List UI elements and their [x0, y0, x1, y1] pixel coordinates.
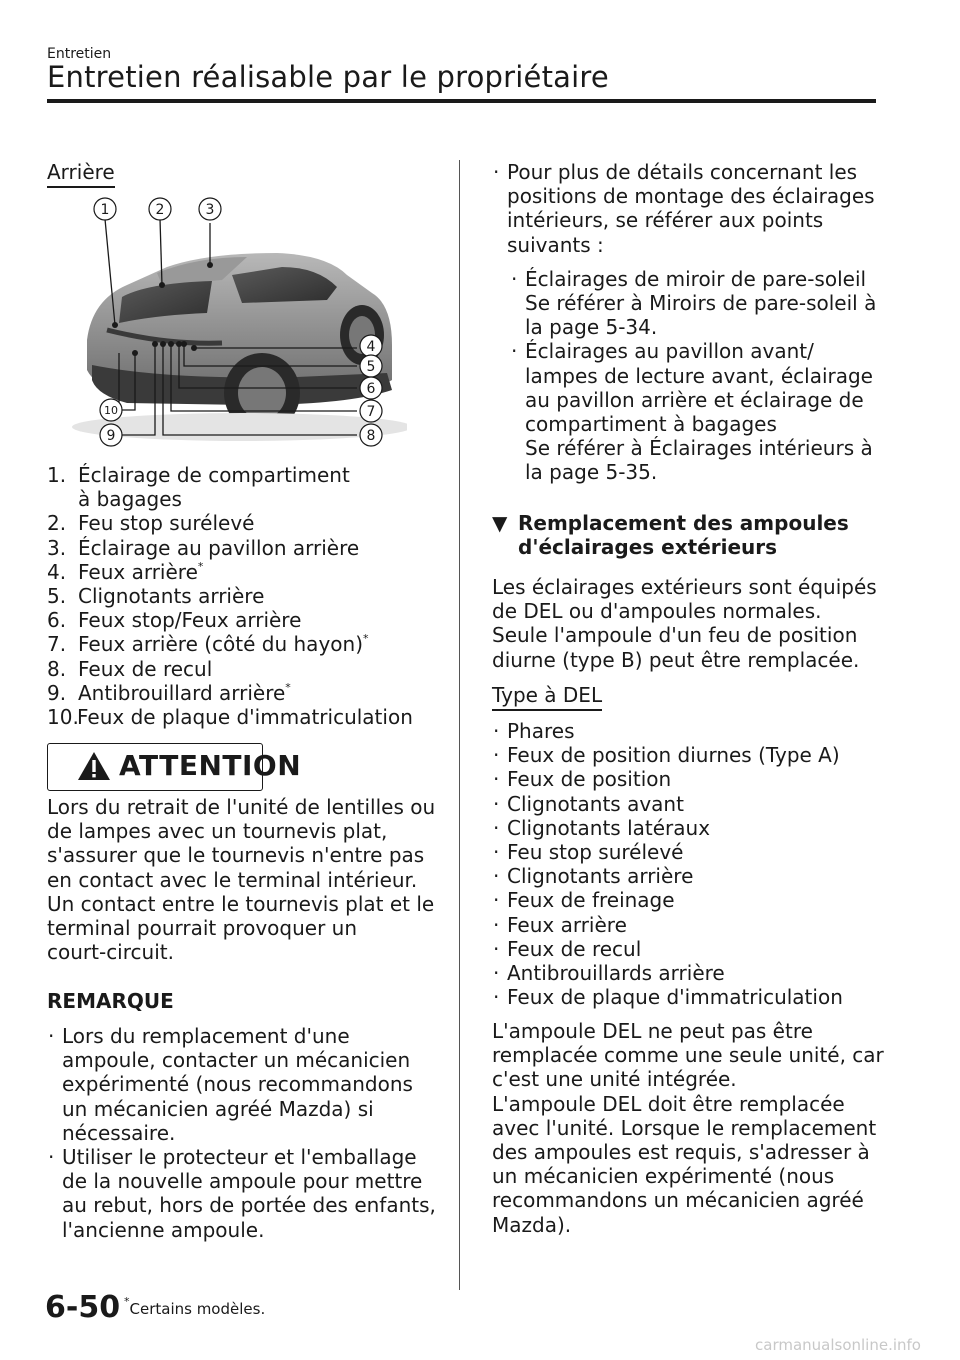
- list-item: · Clignotants avant: [492, 792, 902, 816]
- list-item: 3. Éclairage au pavillon arrière: [47, 535, 360, 560]
- led-list: [492, 719, 902, 1009]
- callout-7: 7: [366, 404, 376, 420]
- list-item: · Pour plus de détails concernant les positions de montage des éclairages intérieurs, se référer aux points suivants :: [492, 160, 902, 257]
- list-item: 8. Feux de recul: [47, 656, 213, 681]
- sub-list: [492, 267, 902, 485]
- watermark: carmanualsonline.info: [755, 1336, 921, 1354]
- heading-marker-icon: ▼: [492, 511, 508, 535]
- callout-6: 6: [366, 381, 376, 397]
- type-del-label: Type à DEL: [492, 683, 602, 707]
- list-item: · Antibrouillards arrière: [492, 961, 902, 985]
- callout-8: 8: [366, 428, 376, 444]
- warning-triangle-icon: [77, 751, 111, 781]
- list-item: · Lors du remplacement d'une ampoule, contacter un mécanicien expérimenté (nous recommandons un mécanicien agréé Mazda) si nécessaire.: [47, 1024, 447, 1145]
- remarque-heading: REMARQUE: [47, 989, 174, 1013]
- callout-10: 10: [104, 404, 118, 417]
- list-item: 7. Feux arrière (côté du hayon)*: [47, 632, 369, 657]
- exterior-lights-paragraph: Les éclairages extérieurs sont équipés de DEL ou d'ampoules normales. Seule l'ampoule d'un feu de position diurne (type B) peut être remplacée.: [492, 575, 877, 672]
- list-item: · Feux de plaque d'immatriculation: [492, 985, 902, 1009]
- interior-lights-reference: [492, 160, 902, 485]
- list-item: · Clignotants arrière: [492, 864, 902, 888]
- remarque-list: [47, 1024, 447, 1242]
- attention-box: [47, 743, 302, 791]
- led-paragraph: L'ampoule DEL ne peut pas être remplacée comme une seule unité, car c'est une unité intégrée. L'ampoule DEL doit être remplacée avec l'unité. Lorsque le remplacement des ampoules est requis, s'adresser à un mécanicien expérimenté (nous recommandons un mécanicien agréé Mazda).: [492, 1019, 884, 1237]
- list-item: 2. Feu stop surélevé: [47, 511, 255, 536]
- header-rule: [47, 99, 876, 103]
- list-item: 5. Clignotants arrière: [47, 584, 265, 609]
- list-item: · Feux de recul: [492, 937, 902, 961]
- lights-list: [47, 463, 447, 729]
- attention-label: ATTENTION: [119, 749, 302, 782]
- list-item: · Clignotants latéraux: [492, 816, 902, 840]
- callout-4: 4: [366, 339, 376, 355]
- attention-text: Lors du retrait de l'unité de lentilles ou de lampes avec un tournevis plat, s'assurer que le tournevis n'entre pas en contact avec le terminal intérieur. Un contact entre le tournevis plat et le terminal pourrait provoquer un court-circuit.: [47, 795, 436, 965]
- callout-3: 3: [205, 202, 215, 218]
- list-item: · Feux de freinage: [492, 888, 902, 912]
- section-heading: ▼ Remplacement des ampoules d'éclairages extérieurs: [492, 511, 849, 560]
- lights-list-container: [47, 463, 447, 729]
- footnote: *Certains modèles.: [124, 1295, 266, 1318]
- car-illustration: [47, 195, 407, 450]
- list-item: · Éclairages de miroir de pare-soleil Se référer à Miroirs de pare-soleil à la page 5-34.: [510, 267, 902, 340]
- list-item: 6. Feux stop/Feux arrière: [47, 608, 302, 633]
- list-item: · Phares: [492, 719, 902, 743]
- list-item: · Éclairages au pavillon avant/ lampes de lecture avant, éclairage au pavillon arrière et éclairage de compartiment à bagages Se référer à Éclairages intérieurs à la page 5-35.: [510, 339, 902, 484]
- rear-section-label: Arrière: [47, 160, 115, 184]
- page-title: Entretien réalisable par le propriétaire: [47, 60, 609, 94]
- column-divider: [459, 160, 460, 1290]
- callout-9: 9: [106, 428, 116, 444]
- list-item: 9. Antibrouillard arrière*: [47, 680, 291, 705]
- list-item: · Utiliser le protecteur et l'emballage de la nouvelle ampoule pour mettre au rebut, hors de portée des enfants, l'ancienne ampoule.: [47, 1145, 447, 1242]
- callout-2: 2: [155, 202, 165, 218]
- list-item: 4. Feux arrière*: [47, 559, 204, 584]
- callout-5: 5: [366, 359, 376, 375]
- rear-car-figure: [47, 195, 407, 450]
- list-item: · Feux arrière: [492, 913, 902, 937]
- list-item: · Feux de position: [492, 767, 902, 791]
- section-kicker: Entretien: [47, 46, 112, 62]
- page-number: 6-50: [45, 1290, 121, 1325]
- callout-1: 1: [100, 202, 110, 218]
- list-item: · Feu stop surélevé: [492, 840, 902, 864]
- list-item: 1. Éclairage de compartiment à bagages: [47, 463, 350, 512]
- list-item: 10. Feux de plaque d'immatriculation: [47, 705, 413, 730]
- list-item: · Feux de position diurnes (Type A): [492, 743, 902, 767]
